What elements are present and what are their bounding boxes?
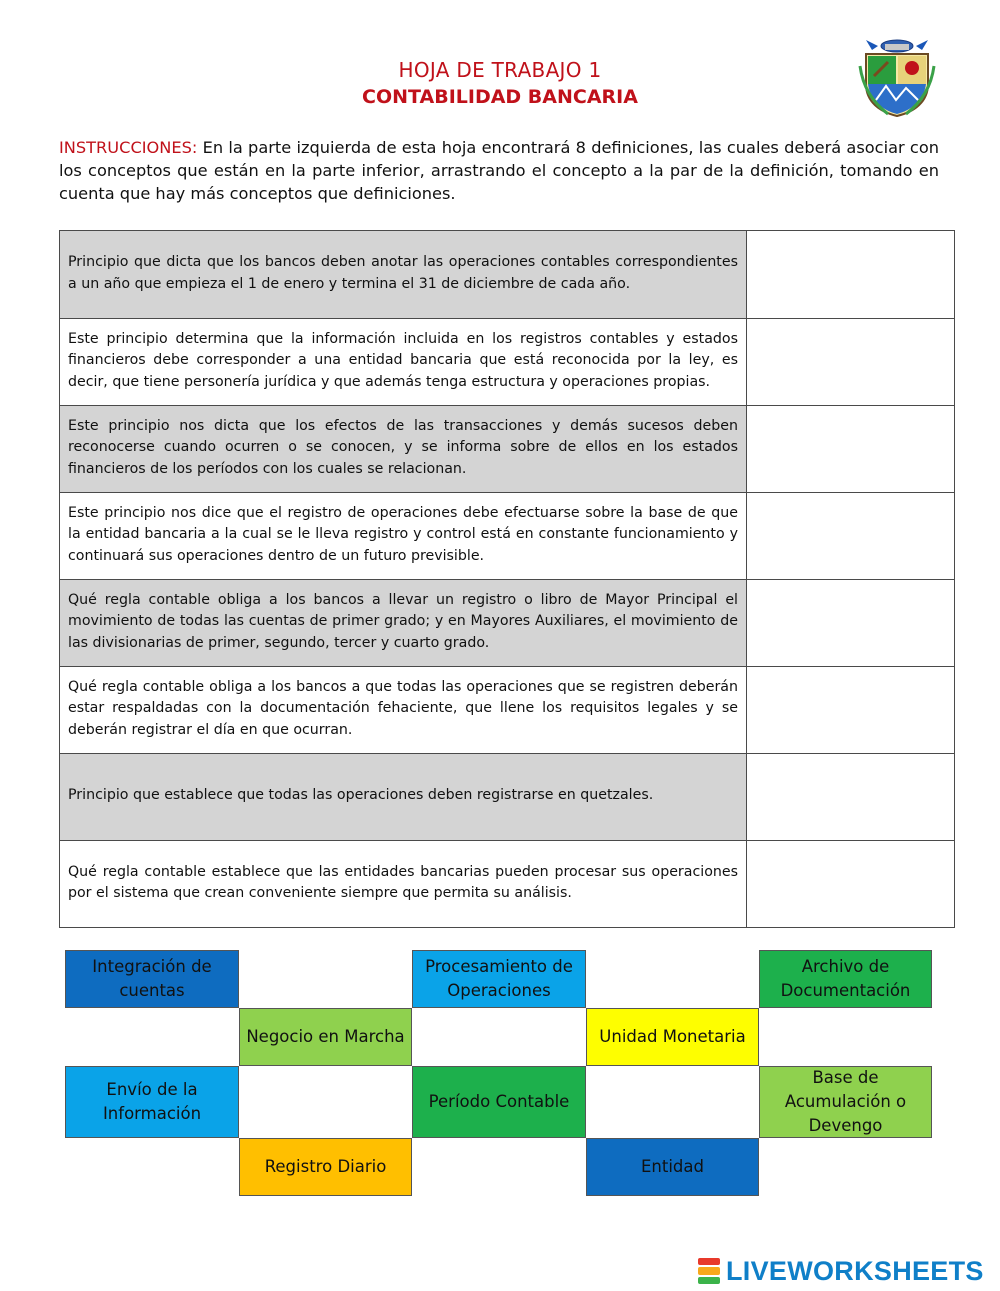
concept-archivo-de-documentacion[interactable]: Archivo de Documentación: [759, 950, 932, 1008]
concept-envio-de-la-informacion[interactable]: Envío de la Información: [65, 1066, 239, 1138]
definition-text: Qué regla contable obliga a los bancos a que todas las operaciones que se registren deberán estar respaldadas con la documentación fehaciente, que llene los requisitos legales y se deberán registrar el día en que ocurran.: [60, 667, 747, 754]
definition-text: Principio que dicta que los bancos deben anotar las operaciones contables correspondientes a un año que empieza el 1 de enero y termina el 31 de diciembre de cada año.: [60, 231, 747, 319]
definition-text: Este principio nos dicta que los efectos de las transacciones y demás sucesos deben reconocerse cuando ocurren o se conocen, y se informa sobre de ellos en los estados financieros de los períodos con los cuales se relacionan.: [60, 406, 747, 493]
coat-of-arms-icon: [858, 36, 936, 118]
instructions-text: En la parte izquierda de esta hoja encontrará 8 definiciones, las cuales deberá asociar con los conceptos que están en la parte inferior, arrastrando el concepto a la par de la definición, tomando en cuenta que hay más conceptos que definiciones.: [59, 138, 939, 203]
answer-drop-zone[interactable]: [747, 754, 955, 841]
concept-entidad[interactable]: Entidad: [586, 1138, 759, 1196]
concept-unidad-monetaria[interactable]: Unidad Monetaria: [586, 1008, 759, 1066]
liveworksheets-icon: [698, 1258, 720, 1284]
concept-base-de-acumulacion[interactable]: Base de Acumulación o Devengo: [759, 1066, 932, 1138]
liveworksheets-logo: [698, 1254, 984, 1288]
answer-drop-zone[interactable]: [747, 667, 955, 754]
concept-bank: [65, 950, 932, 1196]
answer-drop-zone[interactable]: [747, 231, 955, 319]
instructions: [59, 136, 939, 205]
concept-registro-diario[interactable]: Registro Diario: [239, 1138, 412, 1196]
concept-negocio-en-marcha[interactable]: Negocio en Marcha: [239, 1008, 412, 1066]
definition-row: [60, 667, 955, 754]
definition-text: Este principio nos dice que el registro de operaciones debe efectuarse sobre la base de que la entidad bancaria a la cual se le lleva registro y control está en constante funcionamiento y continuará sus operaciones dentro de un futuro previsible.: [60, 493, 747, 580]
definition-text: Principio que establece que todas las operaciones deben registrarse en quetzales.: [60, 754, 747, 841]
brand-name: LIVEWORKSHEETS: [726, 1255, 984, 1286]
definition-text: Qué regla contable obliga a los bancos a llevar un registro o libro de Mayor Principal el movimiento de todas las cuentas de primer grado; y en Mayores Auxiliares, el movimiento de las divisionarias de primer, segundo, tercer y cuarto grado.: [60, 580, 747, 667]
answer-drop-zone[interactable]: [747, 406, 955, 493]
concept-procesamiento-de-operaciones[interactable]: Procesamiento de Operaciones: [412, 950, 586, 1008]
answer-drop-zone[interactable]: [747, 580, 955, 667]
worksheet-title: HOJA DE TRABAJO 1: [398, 58, 602, 82]
definition-row: [60, 231, 955, 319]
answer-drop-zone[interactable]: [747, 493, 955, 580]
definition-text: Este principio determina que la información incluida en los registros contables y estados financieros debe corresponder a una entidad bancaria que está reconocida por la ley, es decir, que tiene personería jurídica y que además tenga estructura y operaciones propias.: [60, 319, 747, 406]
definitions-table: [59, 230, 955, 928]
definition-row: [60, 406, 955, 493]
answer-drop-zone[interactable]: [747, 319, 955, 406]
definition-text: Qué regla contable establece que las entidades bancarias pueden procesar sus operaciones por el sistema que crean conveniente siempre que permita su análisis.: [60, 841, 747, 928]
definition-row: [60, 319, 955, 406]
worksheet-subtitle: CONTABILIDAD BANCARIA: [362, 86, 638, 108]
answer-drop-zone[interactable]: [747, 841, 955, 928]
definition-row: [60, 754, 955, 841]
instructions-label: INSTRUCCIONES:: [59, 138, 198, 157]
definition-row: [60, 841, 955, 928]
concept-periodo-contable[interactable]: Período Contable: [412, 1066, 586, 1138]
concept-integracion-de-cuentas[interactable]: Integración de cuentas: [65, 950, 239, 1008]
definition-row: [60, 580, 955, 667]
definition-row: [60, 493, 955, 580]
